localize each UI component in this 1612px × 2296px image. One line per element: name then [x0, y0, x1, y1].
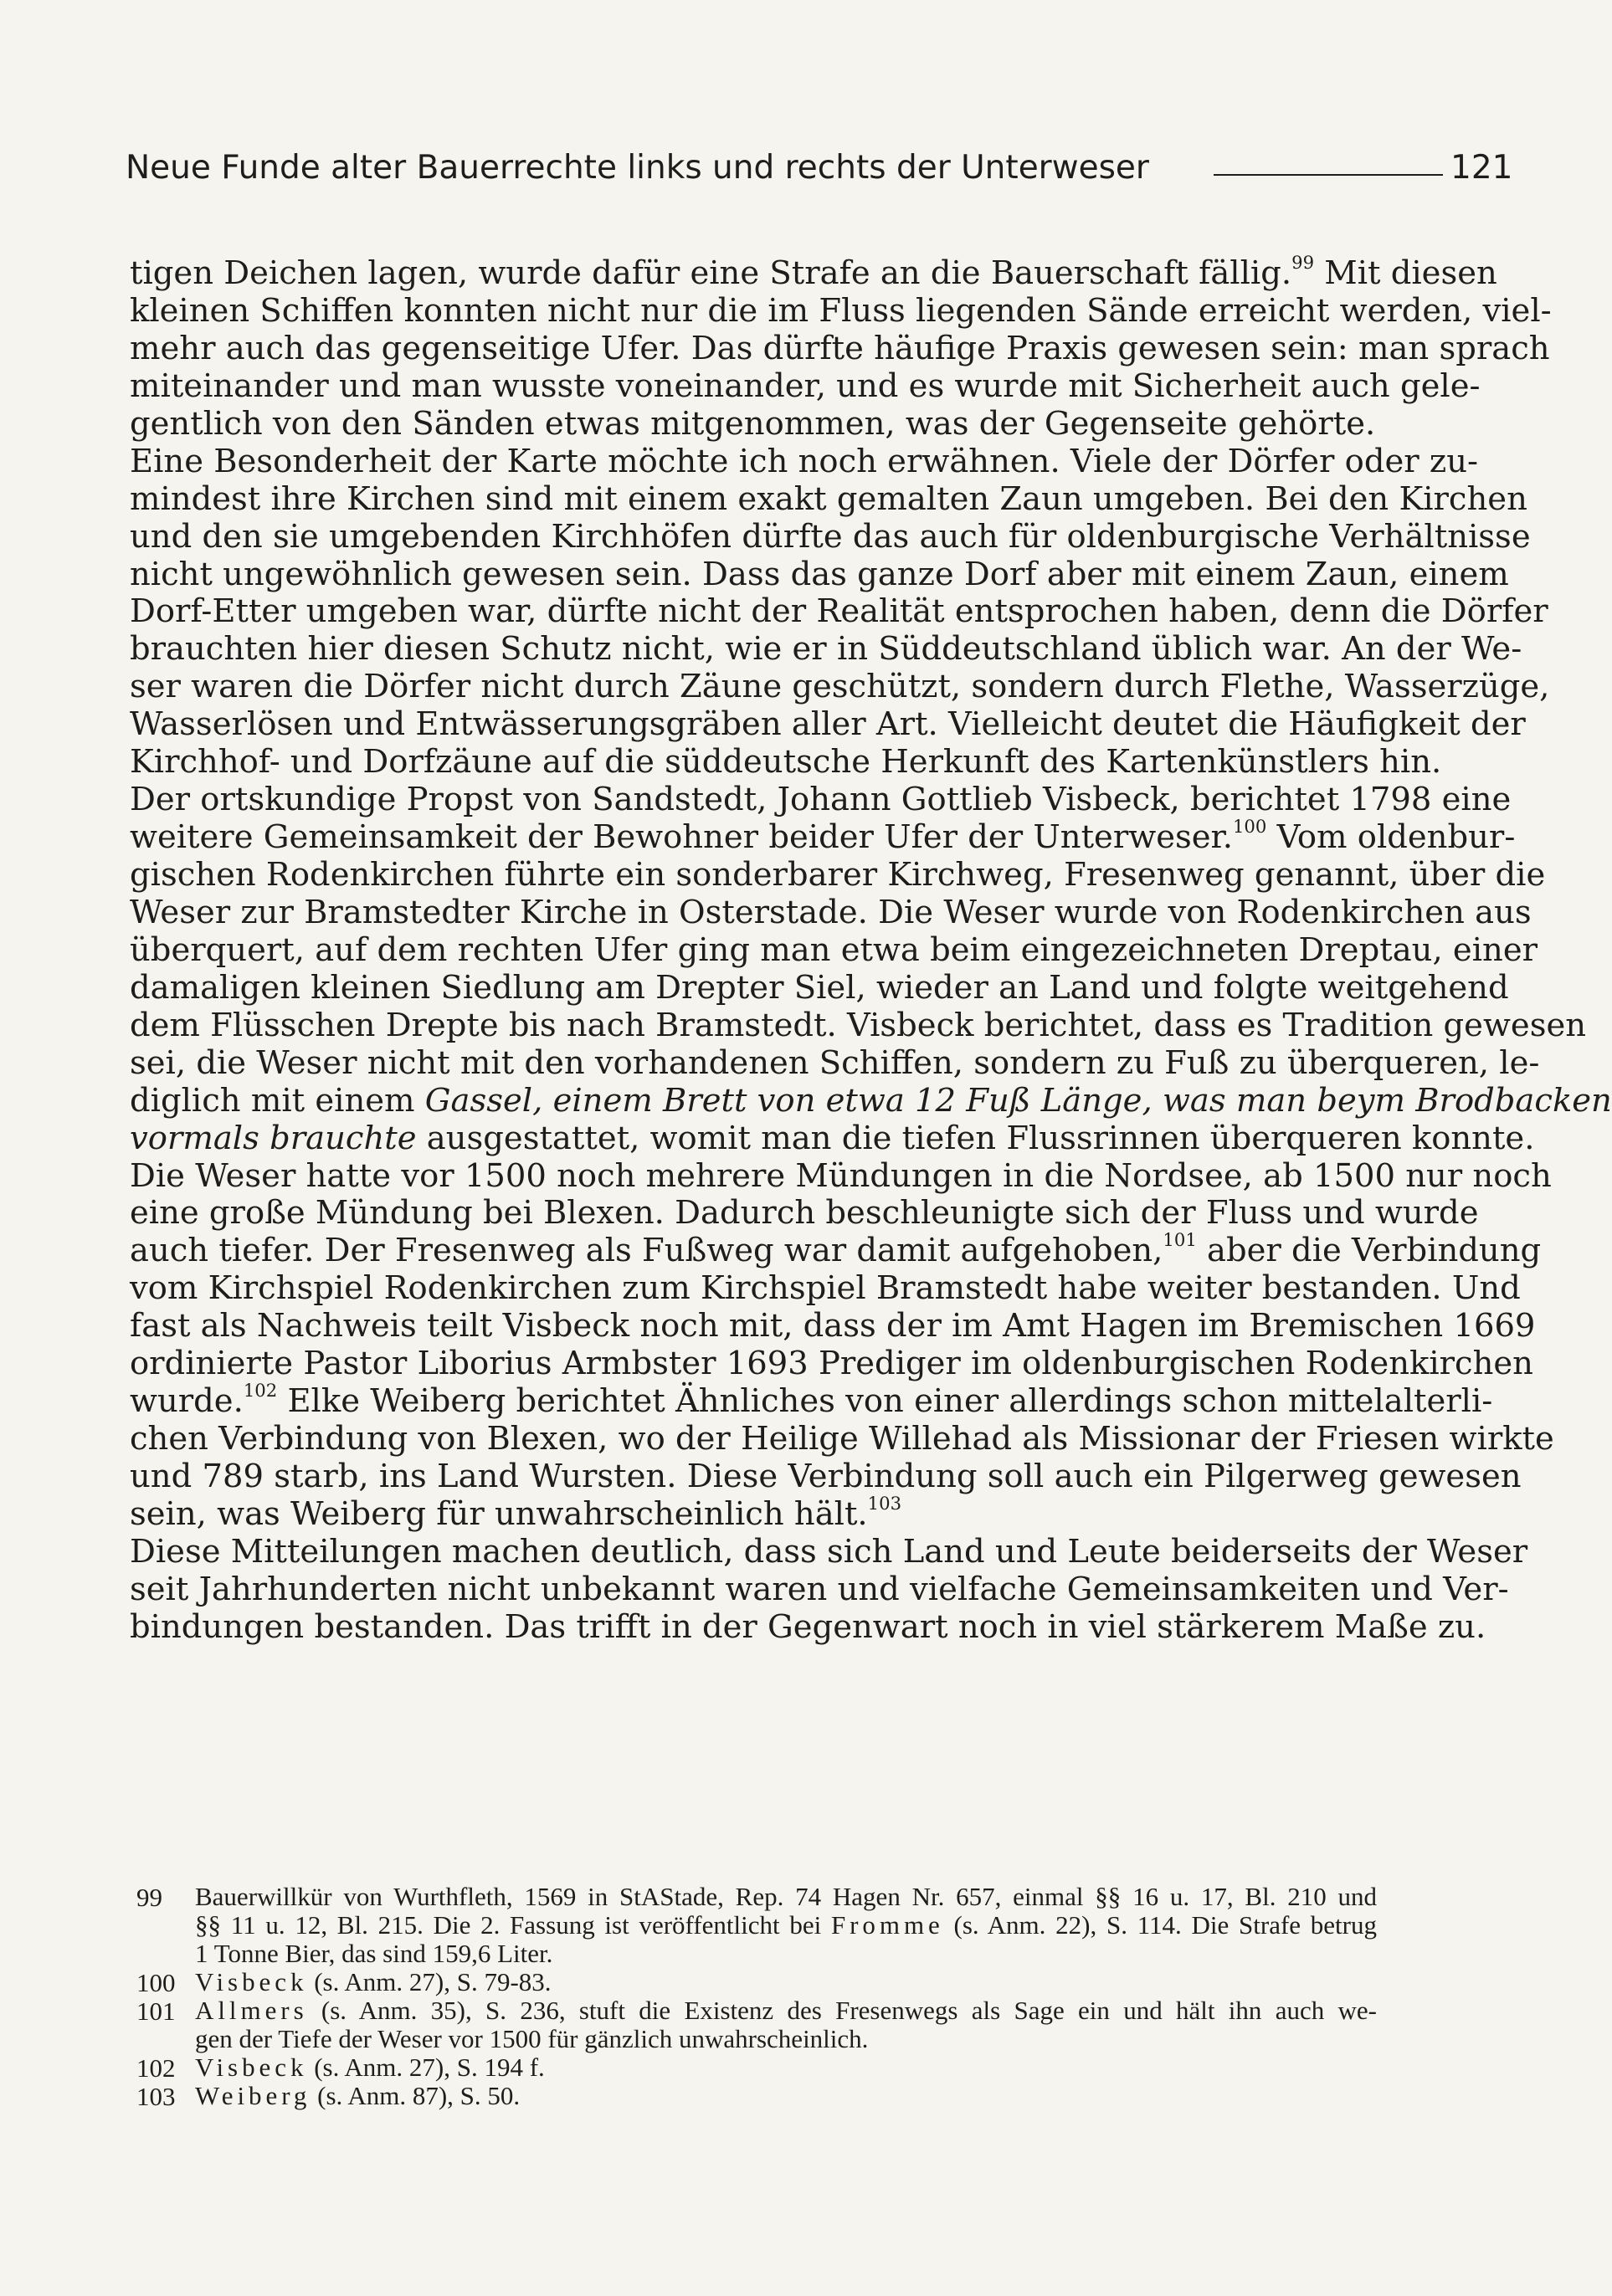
- text-line: fast als Nachweis teilt Visbeck noch mit, dass der im Amt Hagen im Bremischen 1669: [130, 1307, 1536, 1345]
- footnote-103: [130, 2082, 1377, 2110]
- footnote-line: §§ 11 u. 12, Bl. 215. Die 2. Fassung ist veröffentlicht bei Fromme (s. Anm. 22), S. 114. Die Strafe betrug: [195, 1910, 1377, 1940]
- text-line: diglich mit einem Gassel, einem Brett von etwa 12 Fuß Länge, was man beym Brodbacken: [130, 1081, 1612, 1120]
- text-line: überquert, auf dem rechten Ufer ging man etwa beim eingezeichneten Dreptau, einer: [130, 930, 1538, 969]
- footnote-101: [130, 1996, 1377, 2053]
- footnote-ref[interactable]: 102: [243, 1380, 278, 1402]
- footnote-line: Bauerwillkür von Wurthfleth, 1569 in StAStade, Rep. 74 Hagen Nr. 657, einmal §§ 16 u. 17, Bl. 210 und: [195, 1882, 1377, 1911]
- footnote-line: Visbeck (s. Anm. 27), S. 194 f.: [195, 2053, 545, 2082]
- footnote-number: 99: [136, 1883, 162, 1912]
- text-line: eine große Mündung bei Blexen. Dadurch beschleunigte sich der Fluss und wurde: [130, 1194, 1479, 1233]
- footnotes: [130, 1883, 1377, 2110]
- body-text: [130, 252, 1612, 1647]
- text-line: sei, die Weser nicht mit den vorhandenen Schiffen, sondern zu Fuß zu überqueren, le-: [130, 1043, 1540, 1082]
- text-line: vom Kirchspiel Rodenkirchen zum Kirchspiel Bramstedt habe weiter bestanden. Und: [130, 1269, 1521, 1308]
- footnote-line: gen der Tiefe der Weser vor 1500 für gänzlich unwahrscheinlich.: [195, 2024, 869, 2053]
- text-line: Diese Mitteilungen machen deutlich, dass sich Land und Leute beiderseits der Weser: [130, 1532, 1528, 1571]
- text-line: Der ortskundige Propst von Sandstedt, Johann Gottlieb Visbeck, berichtet 1798 eine: [130, 781, 1512, 819]
- text-line: seit Jahrhunderten nicht unbekannt waren und vielfache Gemeinsamkeiten und Ver-: [130, 1570, 1509, 1608]
- text-line: Die Weser hatte vor 1500 noch mehrere Mündungen in die Nordsee, ab 1500 nur noch: [130, 1156, 1552, 1195]
- author-name: Weiberg: [195, 2081, 311, 2110]
- text-line: weitere Gemeinsamkeit der Bewohner beider Ufer der Unterweser.$^{100}$ Vom oldenbur-: [130, 816, 1516, 857]
- footnote-line: Visbeck (s. Anm. 27), S. 79-83.: [195, 1967, 552, 1996]
- italic-quote: vormals brauchte: [130, 1119, 417, 1157]
- text-line: kleinen Schiffen konnten nicht nur die im Fluss liegenden Sände erreicht werden, viel-: [130, 291, 1552, 330]
- text-line: wurde.$^{102}$ Elke Weiberg berichtet Ähnliches von einer allerdings schon mittelalterli-: [130, 1380, 1493, 1421]
- page-number: 121: [1450, 149, 1513, 187]
- author-name: Visbeck: [195, 1967, 308, 1996]
- text-line: tigen Deichen lagen, wurde dafür eine Strafe an die Bauerschaft fällig.$^{99}$ Mit diesen: [130, 252, 1497, 292]
- text-line: damaligen kleinen Siedlung am Drepter Siel, wieder an Land und folgte weitgehend: [130, 968, 1509, 1007]
- text-line: Wasserlösen und Entwässerungsgräben aller Art. Vielleicht deutet die Häufigkeit der: [130, 705, 1526, 744]
- text-line: gischen Rodenkirchen führte ein sonderbarer Kirchweg, Fresenweg genannt, über die: [130, 856, 1546, 894]
- italic-quote: Gassel, einem Brett von etwa 12 Fuß Länge, was man beym Brodbacken: [424, 1081, 1612, 1120]
- text-line: vormals brauchte ausgestattet, womit man die tiefen Flussrinnen überqueren konnte.: [130, 1119, 1535, 1157]
- text-line: gentlich von den Sänden etwas mitgenommen, was der Gegenseite gehörte.: [130, 404, 1376, 443]
- text-line: Kirchhof- und Dorfzäune auf die süddeutsche Herkunft des Kartenkünstlers hin.: [130, 743, 1442, 782]
- author-name: Allmers: [195, 1996, 308, 2025]
- running-head: [126, 142, 1513, 201]
- author-name: Fromme: [830, 1910, 944, 1940]
- footnote-ref[interactable]: 101: [1163, 1229, 1197, 1251]
- text-line: Eine Besonderheit der Karte möchte ich noch erwähnen. Viele der Dörfer oder zu-: [130, 442, 1479, 480]
- text-line: auch tiefer. Der Fresenweg als Fußweg war damit aufgehoben,$^{101}$ aber die Verbindung: [130, 1229, 1542, 1270]
- running-head-rule: [1214, 174, 1443, 176]
- footnote-number: 100: [136, 1968, 176, 1997]
- running-head-title: Neue Funde alter Bauerrechte links und rechts der Unterweser: [126, 149, 1149, 187]
- text-line: miteinander und man wusste voneinander, und es wurde mit Sicherheit auch gele-: [130, 366, 1481, 405]
- text-line: Weser zur Bramstedter Kirche in Osterstade. Die Weser wurde von Rodenkirchen aus: [130, 893, 1532, 931]
- footnote-102: [130, 2053, 1377, 2082]
- footnote-ref[interactable]: 99: [1291, 252, 1315, 274]
- text-line: Dorf-Etter umgeben war, dürfte nicht der Realität entsprochen haben, denn die Dörfer: [130, 592, 1548, 631]
- footnote-ref[interactable]: 103: [867, 1492, 902, 1514]
- text-line: chen Verbindung von Blexen, wo der Heilige Willehad als Missionar der Friesen wirkte: [130, 1420, 1554, 1458]
- footnote-line: 1 Tonne Bier, das sind 159,6 Liter.: [195, 1939, 553, 1968]
- text-line: dem Flüsschen Drepte bis nach Bramstedt. Visbeck berichtet, dass es Tradition gewesen: [130, 1006, 1587, 1044]
- footnote-line: Weiberg (s. Anm. 87), S. 50.: [195, 2081, 521, 2110]
- text-line: mindest ihre Kirchen sind mit einem exakt gemalten Zaun umgeben. Bei den Kirchen: [130, 479, 1527, 518]
- text-line: nicht ungewöhnlich gewesen sein. Dass das ganze Dorf aber mit einem Zaun, einem: [130, 555, 1509, 593]
- text-line: ordinierte Pastor Liborius Armbster 1693 Prediger im oldenburgischen Rodenkirchen: [130, 1345, 1533, 1383]
- footnote-99: [130, 1883, 1377, 1968]
- text-line: und den sie umgebenden Kirchhöfen dürfte das auch für oldenburgische Verhältnisse: [130, 517, 1531, 556]
- text-line: sein, was Weiberg für unwahrscheinlich hält.$^{103}$: [130, 1492, 902, 1533]
- text-line: mehr auch das gegenseitige Ufer. Das dürfte häufige Praxis gewesen sein: man sprach: [130, 329, 1550, 367]
- footnote-line: Allmers (s. Anm. 35), S. 236, stuft die Existenz des Fresenwegs als Sage ein und hält ihn auch we-: [195, 1996, 1377, 2025]
- footnote-number: 103: [136, 2082, 176, 2111]
- text-line: und 789 starb, ins Land Wursten. Diese Verbindung soll auch ein Pilgerweg gewesen: [130, 1458, 1522, 1495]
- text-line: ser waren die Dörfer nicht durch Zäune geschützt, sondern durch Flethe, Wasserzüge,: [130, 668, 1550, 706]
- author-name: Visbeck: [195, 2053, 308, 2082]
- footnote-100: [130, 1968, 1377, 1996]
- text-line: bindungen bestanden. Das trifft in der Gegenwart noch in viel stärkerem Maße zu.: [130, 1607, 1486, 1646]
- footnote-number: 101: [136, 1996, 176, 2026]
- footnote-number: 102: [136, 2053, 176, 2083]
- text-line: brauchten hier diesen Schutz nicht, wie er in Süddeutschland üblich war. An der We-: [130, 630, 1522, 669]
- footnote-ref[interactable]: 100: [1232, 816, 1267, 838]
